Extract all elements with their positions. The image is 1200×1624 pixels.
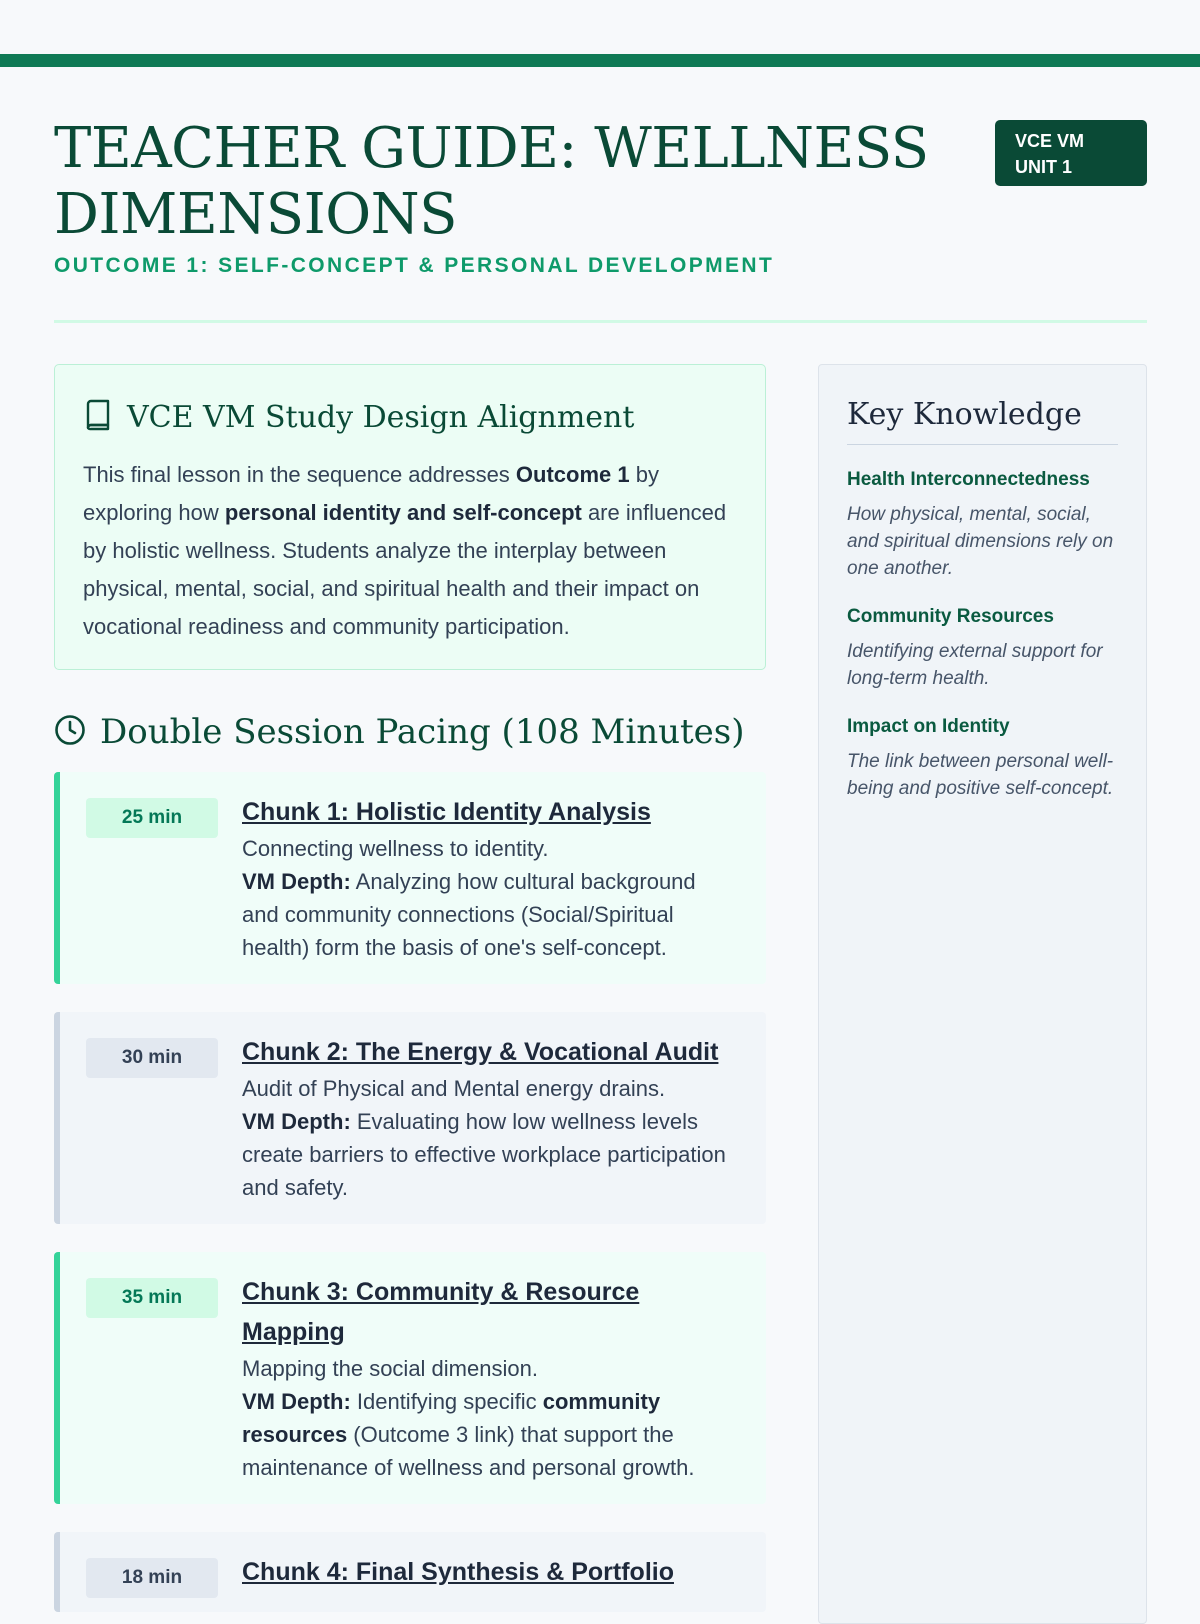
depth-label: VM Depth: — [242, 1109, 351, 1134]
chunk-body — [242, 1272, 737, 1484]
chunk-body — [242, 792, 737, 964]
header-divider — [54, 320, 1147, 323]
book-icon — [83, 399, 113, 436]
knowledge-definition: How physical, mental, social, and spiritual dimensions rely on one another. — [847, 504, 1114, 579]
chunk-card — [54, 772, 766, 984]
time-badge: 30 min — [86, 1038, 218, 1078]
depth-label: VM Depth: — [242, 869, 351, 894]
depth-text: Analyzing how cultural background and community connections (Social/Spiritual health) form the basis of one's self-concept. — [242, 869, 696, 960]
knowledge-term: Health Interconnectedness — [847, 469, 1090, 490]
time-badge: 18 min — [86, 1558, 218, 1598]
chunk-card — [54, 1012, 766, 1224]
unit-badge — [995, 120, 1147, 186]
chunk-title-link[interactable]: Chunk 4: Final Synthesis & Portfolio — [242, 1558, 674, 1586]
chunk-depth — [242, 1385, 737, 1484]
chunk-card — [54, 1532, 766, 1612]
alignment-text-part: are influenced by holistic wellness. Students analyze the interplay between physical, mental, social, and spiritual health and their impact on vocational readiness and community participation. — [83, 500, 727, 639]
knowledge-item — [847, 604, 1118, 692]
alignment-bold-identity: personal identity and self-concept — [224, 500, 582, 525]
chunk-title-link[interactable]: Chunk 2: The Energy & Vocational Audit — [242, 1038, 719, 1066]
alignment-bold-outcome: Outcome 1 — [515, 462, 630, 487]
page-subtitle: OUTCOME 1: SELF-CONCEPT & PERSONAL DEVELOPMENT — [54, 254, 775, 277]
chunk-title-link[interactable]: Chunk 3: Community & Resource Mapping — [242, 1278, 640, 1346]
page-title: TEACHER GUIDE: WELLNESS DIMENSIONS — [54, 116, 929, 247]
chunk-description: Connecting wellness to identity. — [242, 836, 549, 861]
depth-text: Identifying specific — [350, 1389, 543, 1414]
alignment-header — [83, 399, 737, 436]
alignment-text — [83, 456, 737, 646]
chunk-card — [54, 1252, 766, 1504]
depth-text: (Outcome 3 link) that support the maintenance of wellness and personal growth. — [242, 1422, 695, 1480]
knowledge-term: Impact on Identity — [847, 716, 1010, 737]
chunk-title-link[interactable]: Chunk 1: Holistic Identity Analysis — [242, 798, 651, 826]
page-header — [54, 116, 1147, 278]
chunk-depth — [242, 1105, 737, 1204]
time-badge: 25 min — [86, 798, 218, 838]
key-knowledge-sidebar — [818, 364, 1147, 1624]
chunk-description: Mapping the social dimension. — [242, 1356, 538, 1381]
depth-text: Evaluating how low wellness levels create barriers to effective workplace participation and safety. — [242, 1109, 726, 1200]
badge-line-1: VCE VM — [1015, 131, 1085, 151]
badge-line-2: UNIT 1 — [1015, 157, 1073, 177]
alignment-text-part: by exploring how — [83, 462, 659, 525]
top-accent-bar — [0, 54, 1200, 67]
time-badge: 35 min — [86, 1278, 218, 1318]
key-knowledge-title: Key Knowledge — [847, 397, 1118, 445]
chunk-depth — [242, 865, 737, 964]
clock-icon — [54, 714, 86, 751]
pacing-title: Double Session Pacing (108 Minutes) — [100, 712, 745, 752]
depth-bold: community resources — [242, 1389, 661, 1447]
knowledge-term: Community Resources — [847, 606, 1054, 627]
knowledge-item — [847, 714, 1118, 802]
alignment-text-part: This final lesson in the sequence addresses — [83, 462, 516, 487]
alignment-card — [54, 364, 766, 670]
knowledge-definition: Identifying external support for long-term health. — [847, 641, 1103, 689]
chunk-body — [242, 1552, 737, 1592]
depth-label: VM Depth: — [242, 1389, 351, 1414]
knowledge-item — [847, 467, 1118, 582]
chunk-description: Audit of Physical and Mental energy drains. — [242, 1076, 666, 1101]
alignment-title: VCE VM Study Design Alignment — [127, 400, 635, 435]
knowledge-definition: The link between personal well-being and positive self-concept. — [847, 751, 1114, 799]
chunk-body — [242, 1032, 737, 1204]
pacing-header — [54, 712, 745, 752]
